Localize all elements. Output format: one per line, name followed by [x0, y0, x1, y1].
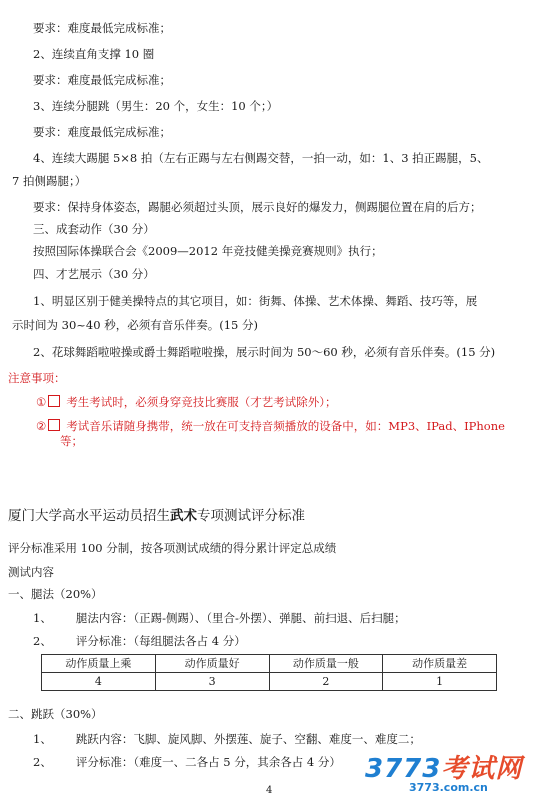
- requirement-line: 要求：难度最低完成标准；: [33, 21, 171, 35]
- item-number: 1、: [33, 732, 52, 746]
- table-header-row: [42, 655, 497, 673]
- part-item: [33, 731, 421, 747]
- item-line: 3、连续分腿跳（男生：20 个，女生：10 个；）: [33, 99, 279, 113]
- requirement-line: 要求：保持身体姿态，踢腿必须超过头顶，展示良好的爆发力，侧踢腿位置在肩的后方；: [33, 200, 482, 214]
- intro-line: 评分标准采用 100 分制，按各项测试成绩的得分累计评定总成绩: [8, 541, 337, 555]
- content-label: 测试内容: [8, 565, 54, 579]
- title-emphasis: 武术: [170, 508, 197, 524]
- table-header-cell: 动作质量好: [155, 655, 269, 673]
- notice-item-text: 考试音乐请随身携带，统一放在可支持音频播放的设备中，如：MP3、IPad、IPhone: [66, 419, 505, 433]
- section-title: [8, 508, 305, 524]
- item-text: 跳跃内容：飞脚、旋风脚、外摆莲、旋子、空翻、难度一、难度二；: [75, 732, 421, 746]
- table-header-cell: 动作质量一般: [269, 655, 383, 673]
- item-line: 2、花球舞蹈啦啦操或爵士舞蹈啦啦操，展示时间为 50～60 秒，必须有音乐伴奏。(15 分): [33, 345, 496, 359]
- table-cell: 4: [42, 673, 156, 691]
- notice-item-1: [36, 394, 337, 410]
- part-heading: 一、腿法（20%）: [8, 587, 103, 601]
- item-line: 1、明显区别于健美操特点的其它项目，如：街舞、体操、艺术体操、舞蹈、技巧等，展: [33, 294, 478, 308]
- part-item: [33, 633, 246, 649]
- watermark-url: 3773.com.cn: [409, 781, 488, 794]
- notice-item-cont: 等；: [60, 434, 83, 448]
- item-line: 2、连续直角支撑 10 圈: [33, 47, 155, 61]
- watermark-number: 3773: [365, 754, 442, 784]
- score-table: [41, 654, 497, 691]
- table-cell: 1: [383, 673, 497, 691]
- requirement-line: 要求：难度最低完成标准；: [33, 125, 171, 139]
- part-item: [33, 610, 406, 626]
- table-row: [42, 673, 497, 691]
- item-text: 评分标准：（每组腿法各占 4 分）: [75, 634, 246, 648]
- part-heading: 二、跳跃（30%）: [8, 707, 103, 721]
- item-number: 2、: [33, 755, 52, 769]
- item-number: 2、: [33, 634, 52, 648]
- notice-item-number: ②: [36, 419, 47, 433]
- item-text: 评分标准：（难度一、二各占 5 分，其余各占 4 分）: [75, 755, 341, 769]
- requirement-line: 要求：难度最低完成标准；: [33, 73, 171, 87]
- notice-item-number: ①: [36, 395, 47, 409]
- item-line-cont: 示时间为 30~40 秒，必须有音乐伴奏。(15 分): [12, 318, 258, 332]
- page-number: 4: [266, 785, 273, 796]
- item-line-cont: 7 拍侧踢腿；）: [12, 174, 87, 188]
- body-line: 按照国际体操联合会《2009—2012 年竞技健美操竞赛规则》执行；: [33, 244, 383, 258]
- checkbox-square-icon: [48, 419, 60, 431]
- checkbox-square-icon: [48, 395, 60, 407]
- notice-item-text: 考生考试时，必须身穿竞技比赛服（才艺考试除外）；: [66, 395, 337, 409]
- table-cell: 3: [155, 673, 269, 691]
- part-item: [33, 754, 341, 770]
- section-heading: 四、才艺展示（30 分）: [33, 267, 155, 281]
- notice-heading: 注意事项：: [8, 371, 66, 385]
- watermark-text: 考试网: [441, 754, 523, 784]
- watermark-logo: [365, 748, 535, 800]
- section-heading: 三、成套动作（30 分）: [33, 222, 155, 236]
- item-text: 腿法内容：（正踢-侧踢）、（里合-外摆）、弹腿、前扫退、后扫腿；: [75, 611, 406, 625]
- table-header-cell: 动作质量差: [383, 655, 497, 673]
- title-part: 厦门大学高水平运动员招生: [8, 508, 170, 524]
- table-header-cell: 动作质量上乘: [42, 655, 156, 673]
- item-number: 1、: [33, 611, 52, 625]
- table-cell: 2: [269, 673, 383, 691]
- title-part: 专项测试评分标准: [197, 508, 305, 524]
- item-line: 4、连续大踢腿 5×8 拍（左右正踢与左右侧踢交替，一拍一动，如：1、3 拍正踢腿，5、: [33, 151, 489, 165]
- notice-item-2: [36, 418, 505, 434]
